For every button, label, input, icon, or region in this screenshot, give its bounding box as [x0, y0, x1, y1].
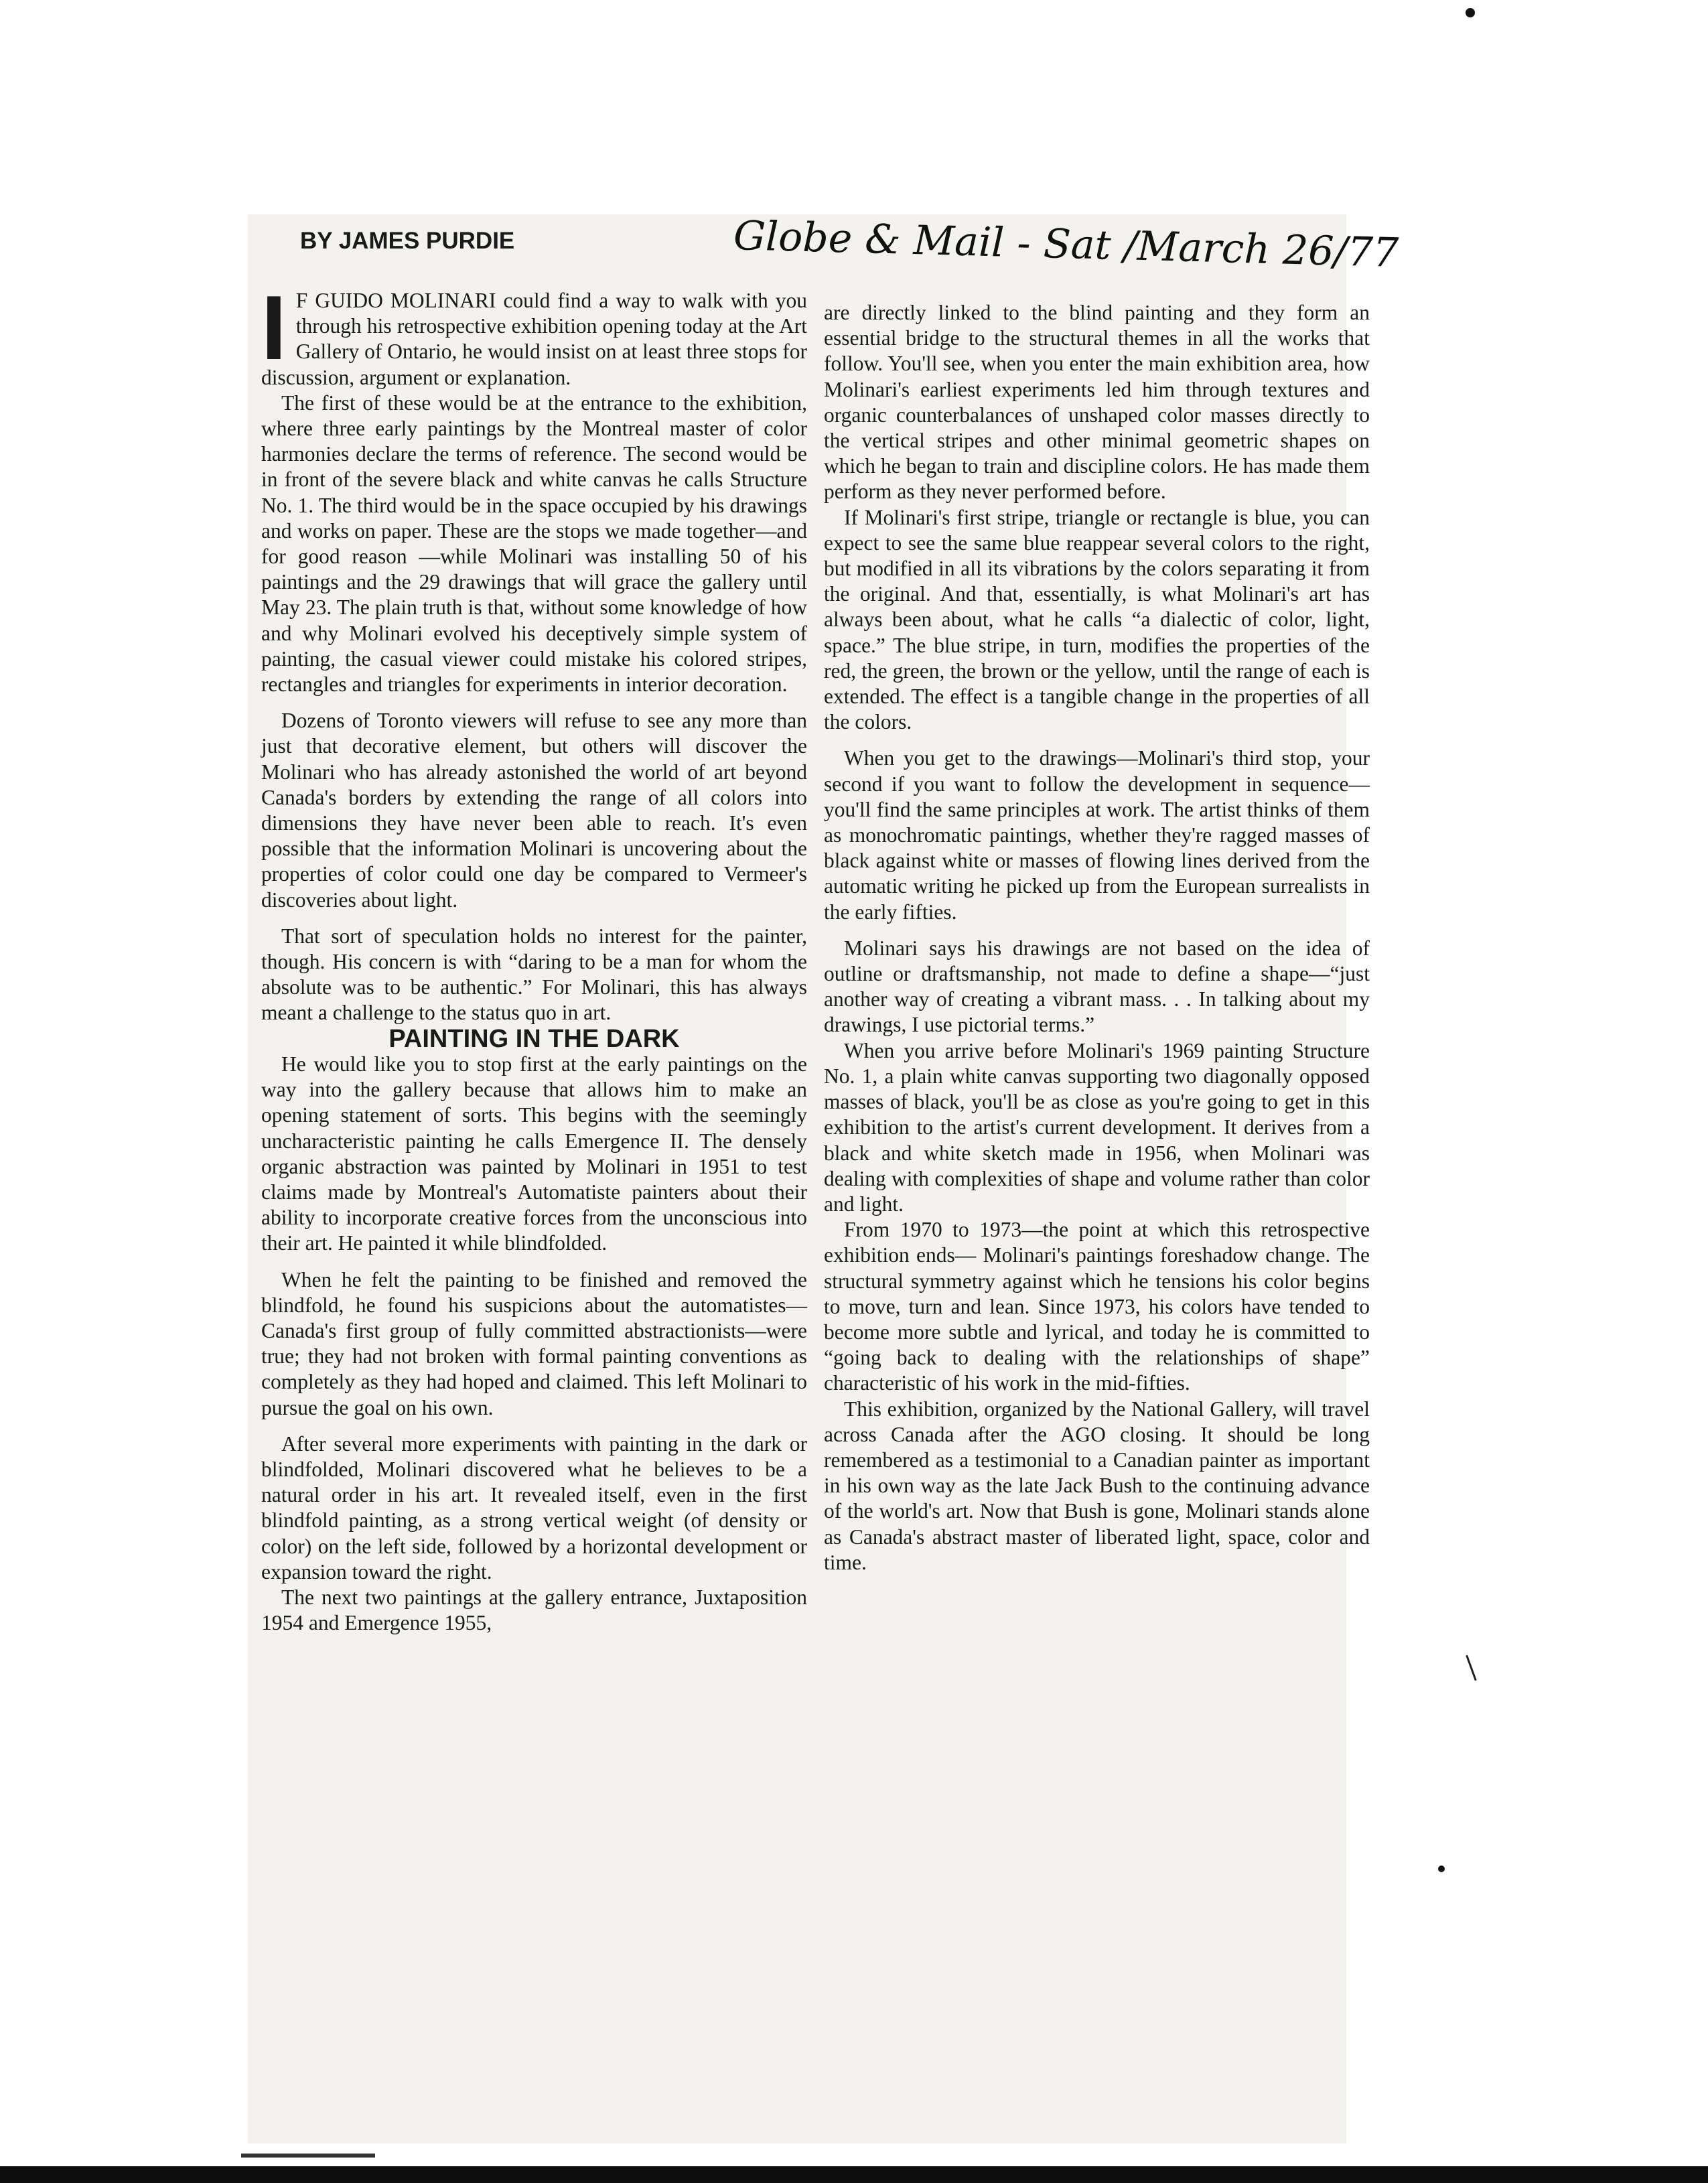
drop-cap: I: [261, 277, 287, 378]
paragraph: That sort of speculation holds no interest for the painter, though. His concern is with “daring to be a man for whom the absolute was to be authentic.” For Molinari, this has always meant a challenge to the status quo in art.: [261, 924, 807, 1025]
paragraph: The next two paintings at the gallery entrance, Juxtaposition 1954 and Emergence 1955,: [261, 1585, 807, 1635]
paragraph: When he felt the painting to be finished and removed the blindfold, he found his suspicions about the automatistes—Canada's first group of fully committed abstractionists—were true; they had not broken with formal painting conventions as completely as they had hoped and claimed. This left Molinari to pursue the goal on his own.: [261, 1267, 807, 1419]
lead-paragraph: [261, 277, 807, 391]
paragraph: From 1970 to 1973—the point at which this retrospective exhibition ends— Molinari's paintings foreshadow change. The structural symmetry against which he tensions his color begins to move, turn and lean. Since 1973, his colors have tended to become more subtle and lyrical, and today he is committed to “going back to dealing with the relationships of shape” characteristic of his work in the mid-fifties.: [824, 1218, 1370, 1395]
article-column-left: [261, 277, 807, 1636]
scan-edge: [0, 2166, 1708, 2183]
paragraph: This exhibition, organized by the National Gallery, will travel across Canada after the AGO closing. It should be long remembered as a testimonial to a Canadian painter as important in his own way as the late Jack Bush to the continuing advance of the world's art. Now that Bush is gone, Molinari stands alone as Canada's abstract master of liberated light, space, color and time.: [824, 1397, 1370, 1574]
paragraph: The first of these would be at the entrance to the exhibition, where three early paintings by the Montreal master of color harmonies declare the terms of reference. The second would be in front of the severe black and white canvas he calls Structure No. 1. The third would be in the space occupied by his drawings and works on paper. These are the stops we made together—and for good reason —while Molinari was installing 50 of his paintings and the 29 drawings that will grace the gallery until May 23. The plain truth is that, without some knowledge of how and why Molinari evolved his deceptively simple system of painting, the casual viewer could mistake his colored stripes, rectangles and triangles for experiments in interior decoration.: [261, 391, 807, 697]
section-subhead: PAINTING IN THE DARK: [388, 1024, 680, 1053]
paragraph: He would like you to stop first at the early paintings on the way into the gallery because that allows him to make an opening statement of sorts. This begins with the seemingly uncharacteristic painting he calls Emergence II. The densely organic abstraction was painted by Molinari in 1951 to test claims made by Montreal's Automatiste painters about their ability to incorporate creative forces from the unconscious into their art. He painted it while blindfolded.: [261, 1052, 807, 1255]
paragraph: When you get to the drawings—Molinari's third stop, your second if you want to follow the development in sequence—you'll find the same principles at work. The artist thinks of them as monochromatic paintings, whether they're ragged masses of black against white or masses of flowing lines derived from the automatic writing he picked up from the European surrealists in the early fifties.: [824, 746, 1370, 924]
byline: BY JAMES PURDIE: [300, 228, 515, 254]
paragraph: are directly linked to the blind painting and they form an essential bridge to the structural themes in all the works that follow. You'll see, when you enter the main exhibition area, how Molinari's earliest experiments led him through textures and organic counterbalances of unshaped color masses directly to the vertical stripes and other minimal geometric shapes on which he began to train and discipline colors. He has made them perform as they never performed before.: [824, 301, 1370, 504]
paragraph: After several more experiments with painting in the dark or blindfolded, Molinari discovered what he believes to be a natural order in his art. It revealed itself, even in the first blindfold painting, as a strong vertical weight (of density or color) on the left side, followed by a horizontal development or expansion toward the right.: [261, 1431, 807, 1583]
paragraph: When you arrive before Molinari's 1969 painting Structure No. 1, a plain white canvas supporting two diagonally opposed masses of black, you'll be as close as you're going to get in this exhibition to the artist's current development. It derives from a black and white sketch made in 1956, when Molinari was dealing with complexities of shape and volume rather than color and light.: [824, 1038, 1370, 1216]
lead-text: F GUIDO MOLINARI could find a way to walk with you through his retrospective exhibition opening today at the Art Gallery of Ontario, he would insist on at least three stops for discussion, argument or explanation.: [261, 289, 807, 389]
scan-mark: [241, 2154, 375, 2158]
handwritten-annotation: Globe & Mail - Sat /March 26/77: [733, 212, 1399, 277]
paragraph: If Molinari's first stripe, triangle or rectangle is blue, you can expect to see the same blue reappear several colors to the right, but modified in all its vibrations by the colors separating it from the original. And that, essentially, is what Molinari's art has always been about, what he calls “a dialectic of color, light, space.” The blue stripe, in turn, modifies the properties of the red, the green, the brown or the yellow, until the range of each is extended. The effect is a tangible change in the properties of all the colors.: [824, 505, 1370, 734]
scan-speck: [1438, 1865, 1445, 1872]
article-column-right: [824, 300, 1370, 1575]
scan-speck: [1466, 8, 1475, 17]
paragraph: Dozens of Toronto viewers will refuse to see any more than just that decorative element, but others will discover the Molinari who has already astonished the world of art beyond Canada's borders by extending the range of all colors into dimensions they have never been able to reach. It's even possible that the information Molinari is uncovering about the properties of color could one day be compared to Vermeer's discoveries about light.: [261, 709, 807, 912]
paragraph: Molinari says his drawings are not based on the idea of outline or draftsmanship, not made to define a shape—“just another way of creating a vibrant mass. . . In talking about my drawings, I use pictorial terms.”: [824, 936, 1370, 1037]
scan-mark: [1466, 1655, 1477, 1681]
